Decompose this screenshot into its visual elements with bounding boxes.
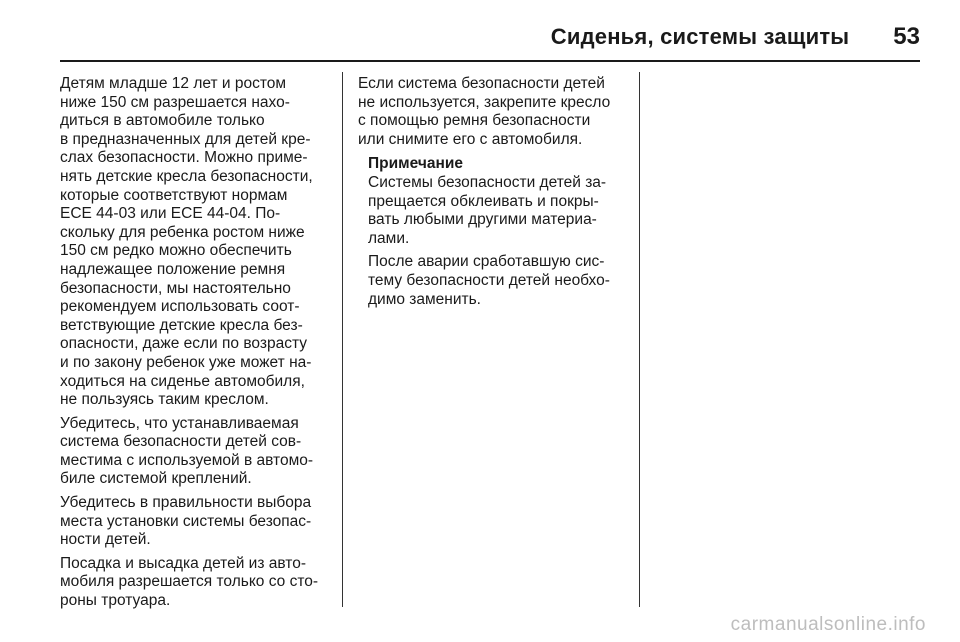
note-box: [368, 155, 628, 309]
column-divider: [342, 72, 343, 607]
paragraph: Детям младше 12 лет и ростом ниже 150 см разрешается нахо- диться в автомобиле только в предназначенных для детей кре- слах безопасности. Можно приме- нять детские кресла безопасности, которые соответствуют нормам ECE 44-03 или ECE 44-04. По- скольку для ребенка ростом ниже 150 см редко можно обеспечить надлежащее положение ремня безопасности, мы настоятельно рекомендуем использовать соот- ветствующие детские кресла без- опасности, даже если по возрасту и по закону ребенок уже может на- ходиться на сиденье автомобиля, не пользуясь таким креслом.: [60, 75, 313, 409]
page-title: Сиденья, системы защиты: [550, 24, 850, 49]
page-header: [60, 14, 920, 62]
paragraph: Если система безопасности детей не используется, закрепите кресло с помощью ремня безопасности или снимите его с автомобиля.: [358, 75, 611, 148]
note-paragraph: После аварии сработавшую сис- тему безопасности детей необхо- димо заменить.: [368, 253, 610, 308]
paragraph: Убедитесь в правильности выбора места установки системы безопас- ности детей.: [60, 494, 312, 549]
column-divider: [639, 72, 640, 607]
text-column-middle: [358, 75, 628, 314]
paragraph: Посадка и высадка детей из авто- мобиля разрешается только со сто- роны тротуара.: [60, 554, 319, 610]
paragraph: Убедитесь, что устанавливаемая система безопасности детей сов- местима с используемой в автомо- биле системой креплений.: [60, 414, 314, 488]
page-number: 53: [893, 23, 920, 50]
watermark: carmanualsonline.info: [730, 614, 926, 635]
text-column-left: [60, 75, 330, 616]
note-heading: Примечание: [368, 155, 463, 173]
note-paragraph: Системы безопасности детей за- прещается обклеивать и покры- вать любыми другими материа- лами.: [368, 173, 607, 247]
